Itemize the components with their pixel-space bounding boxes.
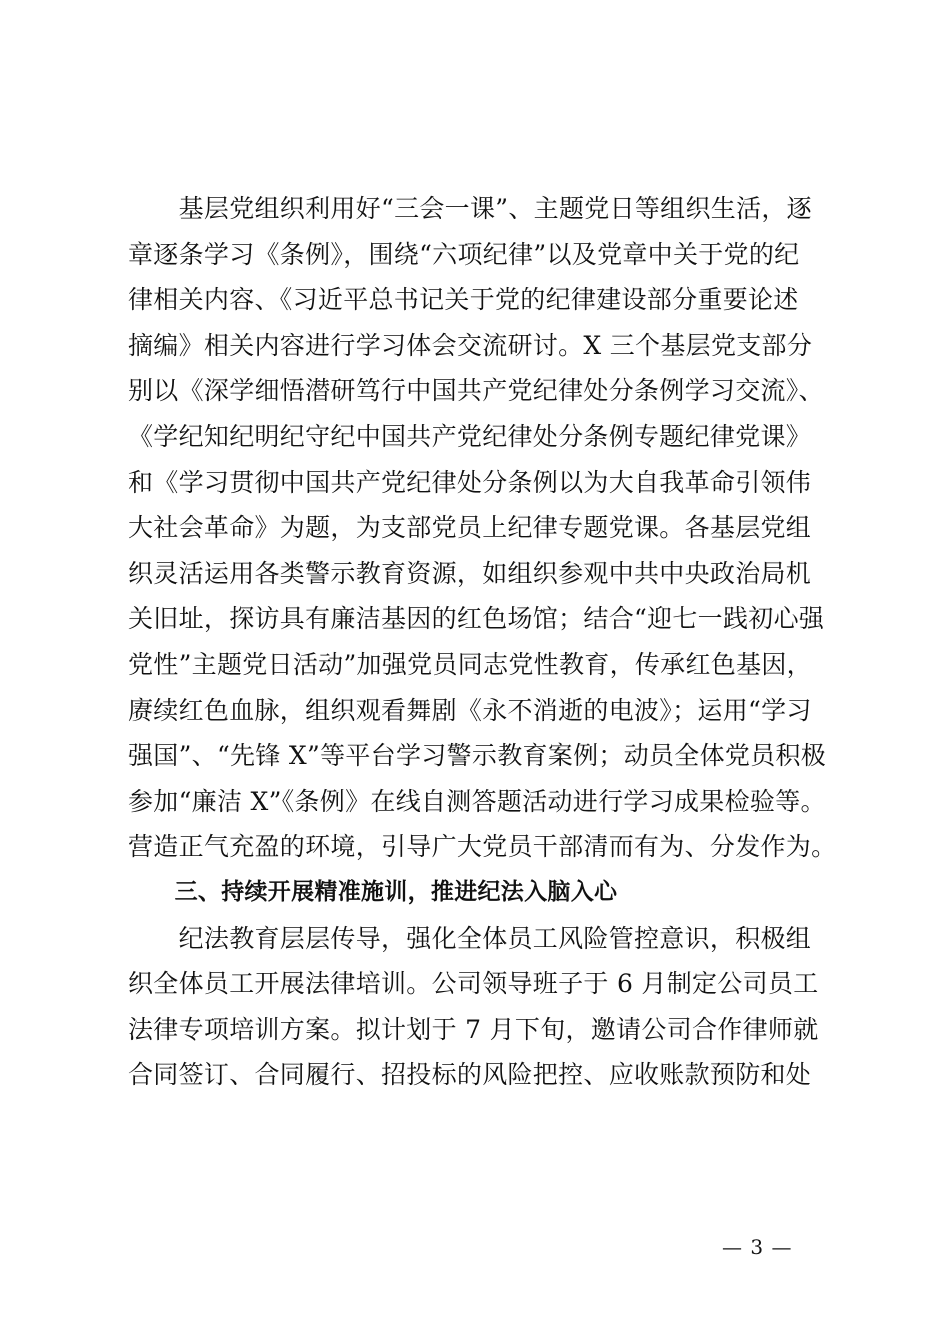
text-line: 党性”主题党日活动”加强党员同志党性教育，传承红色基因，: [128, 649, 812, 679]
text-line: 别以《深学细悟潜研笃行中国共产党纪律处分条例学习交流》、: [128, 376, 824, 406]
text-line: 合同签订、合同履行、招投标的风险把控、应收账款预防和处: [128, 1060, 812, 1090]
text-line: 大社会革命》为题，为支部党员上纪律专题党课。各基层党组: [128, 513, 812, 543]
text-line: 《学纪知纪明纪守纪中国共产党纪律处分条例专题纪律党课》: [128, 421, 812, 451]
text-line: 基层党组织利用好“三会一课”、主题党日等组织生活，逐: [128, 194, 812, 223]
text-line: 强国”、“先锋 X”等平台学习警示教育案例；动员全体党员积极: [128, 741, 827, 771]
text-line: 纪法教育层层传导，强化全体员工风险管控意识，积极组: [128, 923, 812, 953]
text-line: 参加“廉洁 X”《条例》在线自测答题活动进行学习成果检验等。: [128, 786, 826, 816]
text-line: 律相关内容、《习近平总书记关于党的纪律建设部分重要论述: [128, 285, 799, 315]
section-heading: 三、持续开展精准施训，推进纪法入脑入心: [128, 878, 618, 905]
body-text: [128, 186, 844, 1098]
text-line: 赓续红色血脉，组织观看舞剧《永不消逝的电波》；运用“学习: [128, 695, 812, 725]
text-line: 法律专项培训方案。拟计划于 7 月下旬，邀请公司合作律师就: [128, 1014, 819, 1044]
text-line: 关旧址，探访具有廉洁基因的红色场馆；结合“迎七一践初心强: [128, 604, 825, 634]
text-line: 织全体员工开展法律培训。公司领导班子于 6 月制定公司员工: [128, 969, 819, 999]
page-number: — 3 —: [722, 1235, 793, 1259]
text-line: 章逐条学习《条例》，围绕“六项纪律”以及党章中关于党的纪: [128, 239, 800, 269]
text-line: 和《学习贯彻中国共产党纪律处分条例以为大自我革命引领伟: [128, 467, 812, 497]
text-line: 织灵活运用各类警示教育资源，如组织参观中共中央政治局机: [128, 558, 812, 588]
text-line: 摘编》相关内容进行学习体会交流研讨。X 三个基层党支部分: [128, 330, 813, 360]
text-line: 营造正气充盈的环境，引导广大党员干部清而有为、分发作为。: [128, 832, 837, 862]
